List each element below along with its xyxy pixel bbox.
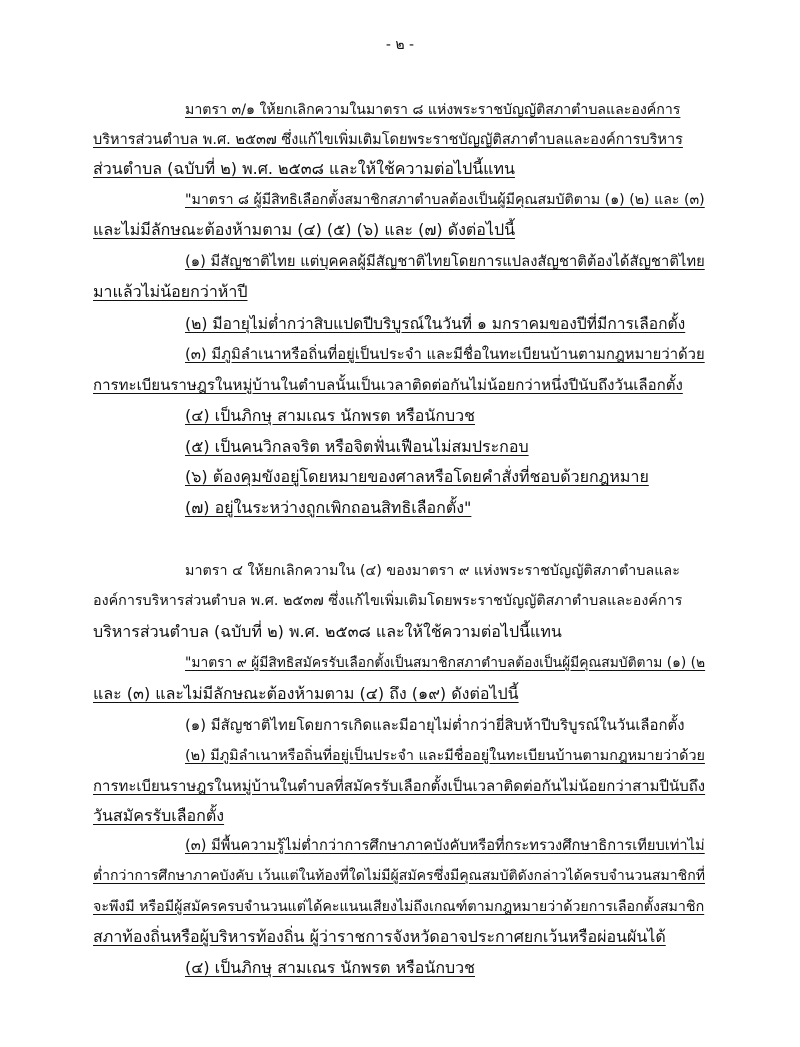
text-line: "มาตรา ๘ ผู้มีสิทธิเลือกตั้งสมาชิกสภาตำบลต้องเป็นผู้มีคุณสมบัติตาม (๑) (๒) และ (๓) [185,192,705,208]
text-line: (๑) มีสัญชาติไทยโดยการเกิดและมีอายุไม่ต่ำกว่ายี่สิบห้าปีบริบูรณ์ในวันเลือกตั้ง [185,716,685,734]
text-line: (๗) อยู่ในระหว่างถูกเพิกถอนสิทธิเลือกตั้ง" [185,498,472,517]
page-number: - ๒ - [385,37,415,53]
text-line: มาตรา ๔ ให้ยกเลิกความใน (๔) ของมาตรา ๙ แห่งพระราชบัญญัติสภาตำบลและ [185,563,680,579]
text-line: (๔) เป็นภิกษุ สามเณร นักพรต หรือนักบวช [185,406,476,425]
text-line: (๖) ต้องคุมขังอยู่โดยหมายของศาลหรือโดยคำสั่งที่ชอบด้วยกฎหมาย [185,467,649,486]
text-line: มาแล้วไม่น้อยกว่าห้าปี [93,282,248,301]
text-line: (๒) มีภูมิลำเนาหรือถิ่นที่อยู่เป็นประจำ และมีชื่ออยู่ในทะเบียนบ้านตามกฎหมายว่าด้วย [185,748,705,764]
text-line: องค์การบริหารส่วนตำบล พ.ศ. ๒๕๓๗ ซึ่งแก้ไขเพิ่มเติมโดยพระราชบัญญัติสภาตำบลและองค์การ [93,593,683,609]
text-line: บริหารส่วนตำบล (ฉบับที่ ๒) พ.ศ. ๒๕๓๘ และให้ใช้ความต่อไปนี้แทน [93,622,562,641]
text-line: "มาตรา ๙ ผู้มีสิทธิสมัครรับเลือกตั้งเป็นสมาชิกสภาตำบลต้องเป็นผู้มีคุณสมบัติตาม (๑) (๒ [185,655,706,671]
text-line: จะพึงมี หรือมีผู้สมัครครบจำนวนแต่ได้คะแนนเสียงไม่ถึงเกณฑ์ตามกฎหมายว่าด้วยการเลือกตั้งสมาชิก [93,899,705,915]
text-line: วันสมัครรับเลือกตั้ง [93,806,225,825]
text-line: (๓) มีภูมิลำเนาหรือถิ่นที่อยู่เป็นประจำ และมีชื่อในทะเบียนบ้านตามกฎหมายว่าด้วย [185,346,705,363]
text-line: ต่ำกว่าการศึกษาภาคบังคับ เว้นแต่ในท้องที่ใดไม่มีผู้สมัครซึ่งมีคุณสมบัติดังกล่าวได้ครบจำนวนสมาชิกที่ [93,868,705,884]
text-line: (๕) เป็นคนวิกลจริต หรือจิตฟั่นเฟือนไม่สมประกอบ [185,437,529,456]
text-line: และ (๓) และไม่มีลักษณะต้องห้ามตาม (๔) ถึง (๑๙) ดังต่อไปนี้ [93,684,519,703]
text-line: สภาท้องถิ่นหรือผู้บริหารท้องถิ่น ผู้ว่าราชการจังหวัดอาจประกาศยกเว้นหรือผ่อนผันได้ [93,927,666,946]
text-line: (๑) มีสัญชาติไทย แต่บุคคลผู้มีสัญชาติไทยโดยการแปลงสัญชาติต้องได้สัญชาติไทย [185,253,705,270]
text-line: และไม่มีลักษณะต้องห้ามตาม (๔) (๕) (๖) และ (๗) ดังต่อไปนี้ [93,220,516,239]
text-line: การทะเบียนราษฎรในหมู่บ้านในตำบลนั้นเป็นเวลาติดต่อกันไม่น้อยกว่าหนึ่งปีนับถึงวันเลือกตั้ง [93,376,683,394]
text-line: การทะเบียนราษฎรในหมู่บ้านในตำบลที่สมัครรับเลือกตั้งเป็นเวลาติดต่อกันไม่น้อยกว่าสามปีนับถึง [93,777,706,795]
text-line: มาตรา ๓/๑ ให้ยกเลิกความในมาตรา ๘ แห่งพระราชบัญญัติสภาตำบลและองค์การ [185,102,681,118]
text-line: (๒) มีอายุไม่ต่ำกว่าสิบแปดปีบริบูรณ์ในวันที่ ๑ มกราคมของปีที่มีการเลือกตั้ง [185,315,686,333]
text-line: บริหารส่วนตำบล พ.ศ. ๒๕๓๗ ซึ่งแก้ไขเพิ่มเติมโดยพระราชบัญญัติสภาตำบลและองค์การบริหาร [93,132,683,148]
text-line: (๓) มีพื้นความรู้ไม่ต่ำกว่าการศึกษาภาคบังคับหรือที่กระทรวงศึกษาธิการเทียบเท่าไม่ [185,837,705,854]
text-line: ส่วนตำบล (ฉบับที่ ๒) พ.ศ. ๒๕๓๘ และให้ใช้ความต่อไปนี้แทน [93,159,515,178]
text-line: (๔) เป็นภิกษุ สามเณร นักพรต หรือนักบวช [185,958,476,977]
